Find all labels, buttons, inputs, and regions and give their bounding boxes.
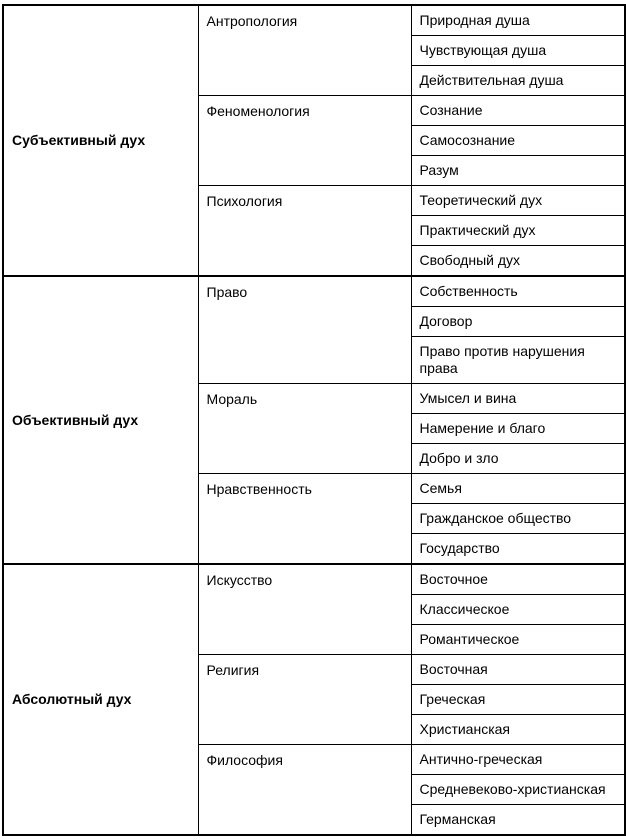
item-cell: Антично-греческая	[411, 745, 625, 775]
item-cell: Классическое	[411, 595, 625, 625]
item-cell: Намерение и благо	[411, 414, 625, 444]
group-cell: Искусство	[198, 564, 411, 655]
item-cell: Самосознание	[411, 126, 625, 156]
section-cell: Объективный дух	[3, 276, 198, 564]
group-cell: Право	[198, 276, 411, 384]
item-cell: Право против нарушения права	[411, 337, 625, 384]
item-cell: Сознание	[411, 96, 625, 126]
table-row	[3, 276, 625, 307]
item-cell: Действительная душа	[411, 66, 625, 96]
section-cell: Абсолютный дух	[3, 564, 198, 835]
table-body	[3, 5, 625, 835]
group-cell: Нравственность	[198, 474, 411, 565]
item-cell: Умысел и вина	[411, 384, 625, 414]
group-cell: Феноменология	[198, 96, 411, 186]
item-cell: Германская	[411, 805, 625, 836]
item-cell: Добро и зло	[411, 444, 625, 474]
table-row	[3, 5, 625, 36]
item-cell: Теоретический дух	[411, 186, 625, 216]
item-cell: Гражданское общество	[411, 504, 625, 534]
group-cell: Религия	[198, 655, 411, 745]
spirit-structure-table	[2, 4, 626, 836]
item-cell: Разум	[411, 156, 625, 186]
item-cell: Практический дух	[411, 216, 625, 246]
item-cell: Романтическое	[411, 625, 625, 655]
item-cell: Христианская	[411, 715, 625, 745]
section-cell: Субъективный дух	[3, 5, 198, 276]
group-cell: Философия	[198, 745, 411, 836]
group-cell: Психология	[198, 186, 411, 277]
table-row	[3, 564, 625, 595]
item-cell: Средневеково-христианская	[411, 775, 625, 805]
item-cell: Греческая	[411, 685, 625, 715]
item-cell: Восточное	[411, 564, 625, 595]
item-cell: Чувствующая душа	[411, 36, 625, 66]
item-cell: Семья	[411, 474, 625, 504]
group-cell: Мораль	[198, 384, 411, 474]
group-cell: Антропология	[198, 5, 411, 96]
item-cell: Природная душа	[411, 5, 625, 36]
item-cell: Свободный дух	[411, 246, 625, 277]
item-cell: Государство	[411, 534, 625, 565]
item-cell: Восточная	[411, 655, 625, 685]
item-cell: Договор	[411, 307, 625, 337]
item-cell: Собственность	[411, 276, 625, 307]
